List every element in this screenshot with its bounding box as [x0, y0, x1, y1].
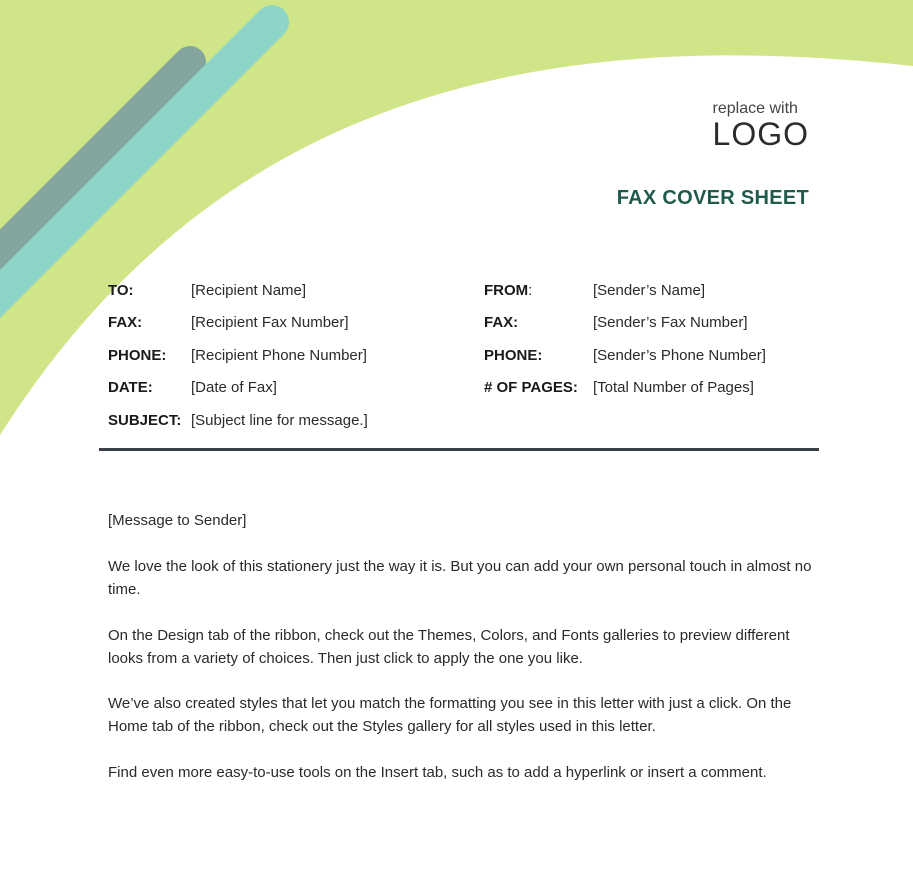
sender-fax-label: FAX: — [484, 314, 519, 331]
date-label: DATE: — [108, 379, 153, 396]
message-paragraph-4[interactable]: Find even more easy-to-use tools on the Insert tab, such as to add a hyperlink or insert a comment. — [108, 764, 767, 781]
from-colon: : — [528, 282, 533, 299]
message-paragraph-1[interactable]: We love the look of this stationery just the way it is. But you can add your own personal touch in almost no time. — [108, 558, 812, 598]
to-label: TO: — [108, 282, 134, 299]
pages-label: # OF PAGES: — [484, 379, 578, 396]
recipient-fax-value[interactable]: [Recipient Fax Number] — [191, 314, 349, 331]
date-value[interactable]: [Date of Fax] — [191, 379, 277, 396]
recipient-fax-label: FAX: — [108, 314, 143, 331]
sender-fax-value[interactable]: [Sender’s Fax Number] — [593, 314, 748, 331]
section-divider — [99, 448, 819, 451]
message-paragraph-2[interactable]: On the Design tab of the ribbon, check out the Themes, Colors, and Fonts galleries to preview different looks from a variety of choices. Then just click to apply the one you like. — [108, 627, 790, 667]
to-value[interactable]: [Recipient Name] — [191, 282, 307, 299]
logo-small-text: replace with — [712, 100, 798, 117]
recipient-phone-value[interactable]: [Recipient Phone Number] — [191, 347, 367, 364]
logo-big-text: LOGO — [712, 116, 809, 152]
message-paragraph-3[interactable]: We’ve also created styles that let you match the formatting you see in this letter with just a click. On the Home tab of the ribbon, check out the Styles gallery for all styles used in this letter. — [108, 695, 792, 735]
subject-label: SUBJECT: — [108, 412, 182, 429]
from-label: FROM — [484, 282, 529, 299]
message-heading[interactable]: [Message to Sender] — [108, 512, 247, 529]
sender-phone-value[interactable]: [Sender’s Phone Number] — [593, 347, 766, 364]
from-label-group — [484, 282, 532, 300]
recipient-phone-label: PHONE: — [108, 347, 167, 364]
green-curve-band — [0, 0, 913, 435]
logo-placeholder — [713, 100, 809, 150]
document-title: FAX COVER SHEET — [616, 187, 809, 209]
from-value[interactable]: [Sender’s Name] — [593, 282, 706, 299]
subject-value[interactable]: [Subject line for message.] — [191, 412, 368, 429]
pages-value[interactable]: [Total Number of Pages] — [593, 379, 754, 396]
sender-phone-label: PHONE: — [484, 347, 543, 364]
